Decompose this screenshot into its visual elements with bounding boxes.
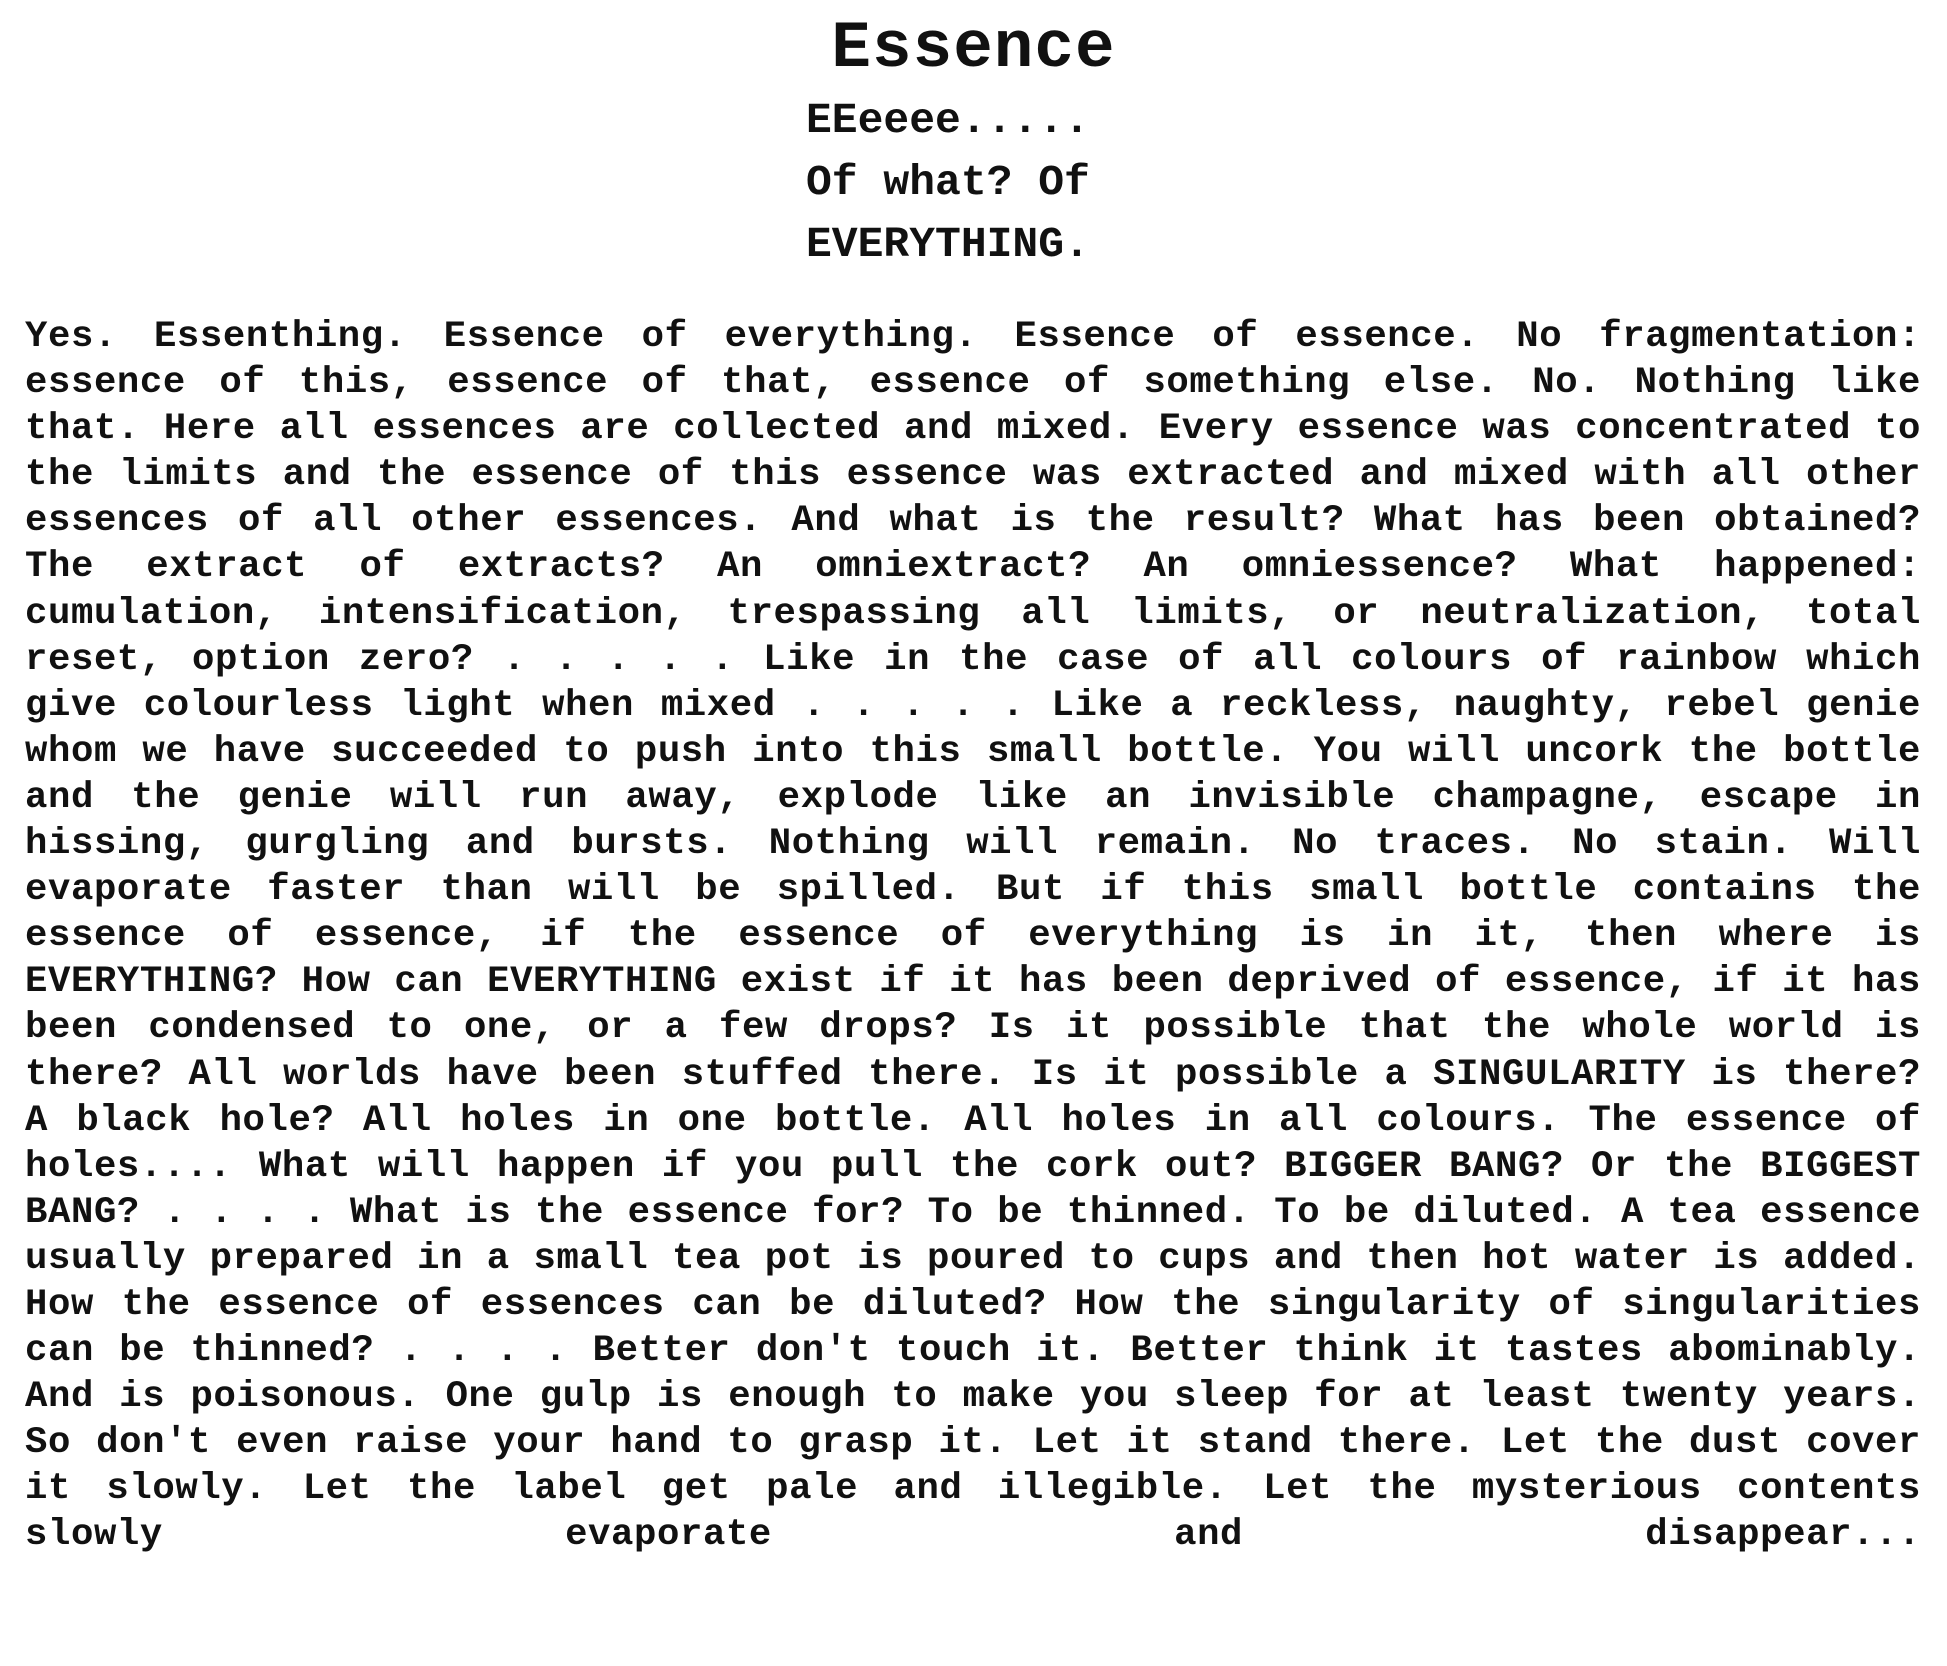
subtitle-line-2: Of what? Of	[806, 158, 1090, 207]
header	[0, 8, 1947, 276]
document-title: Essence	[831, 11, 1116, 86]
body-paragraph: Yes. Essenthing. Essence of everything. Essence of essence. No fragmentation: essence of this, essence of that, essence of something else. No. Nothing like that. Here all essences are collected and mixed. Every essence was concentrated to the limits and the essence of this essence was extracted and mixed with all other essences of all other essences. And what is the result? What has been obtained? The extract of extracts? An omniextract? An omniessence? What happened: cumulation, intensification, trespassing all limits, or neutralization, total reset, option zero? . . . . . Like in the case of all colours of rainbow which give colourless light when mixed . . . . . Like a reckless, naughty, rebel genie whom we have succeeded to push into this small bottle. You will uncork the bottle and the genie will run away, explode like an invisible champagne, escape in hissing, gurgling and bursts. Nothing will remain. No traces. No stain. Will evaporate faster than will be spilled. But if this small bottle contains the essence of essence, if the essence of everything is in it, then where is EVERYTHING? How can EVERYTHING exist if it has been deprived of essence, if it has been condensed to one, or a few drops? Is it possible that the whole world is there? All worlds have been stuffed there. Is it possible a SINGULARITY is there? A black hole? All holes in one bottle. All holes in all colours. The essence of holes.... What will happen if you pull the cork out? BIGGER BANG? Or the BIGGEST BANG? . . . . What is the essence for? To be thinned. To be diluted. A tea essence usually prepared in a small tea pot is poured to cups and then hot water is added. How the essence of essences can be diluted? How the singularity of singularities can be thinned? . . . . Better don't touch it. Better think it tastes abominably. And is poisonous. One gulp is enough to make you sleep for at least twenty years. So don't even raise your hand to grasp it. Let it stand there. Let the dust cover it slowly. Let the label get pale and illegible. Let the mysterious contents slowly evaporate and disappear...	[25, 316, 1921, 1557]
subtitle	[806, 90, 1141, 276]
subtitle-line-1: EEeeee.....	[806, 96, 1090, 145]
subtitle-line-3: EVERYTHING.	[806, 220, 1090, 269]
